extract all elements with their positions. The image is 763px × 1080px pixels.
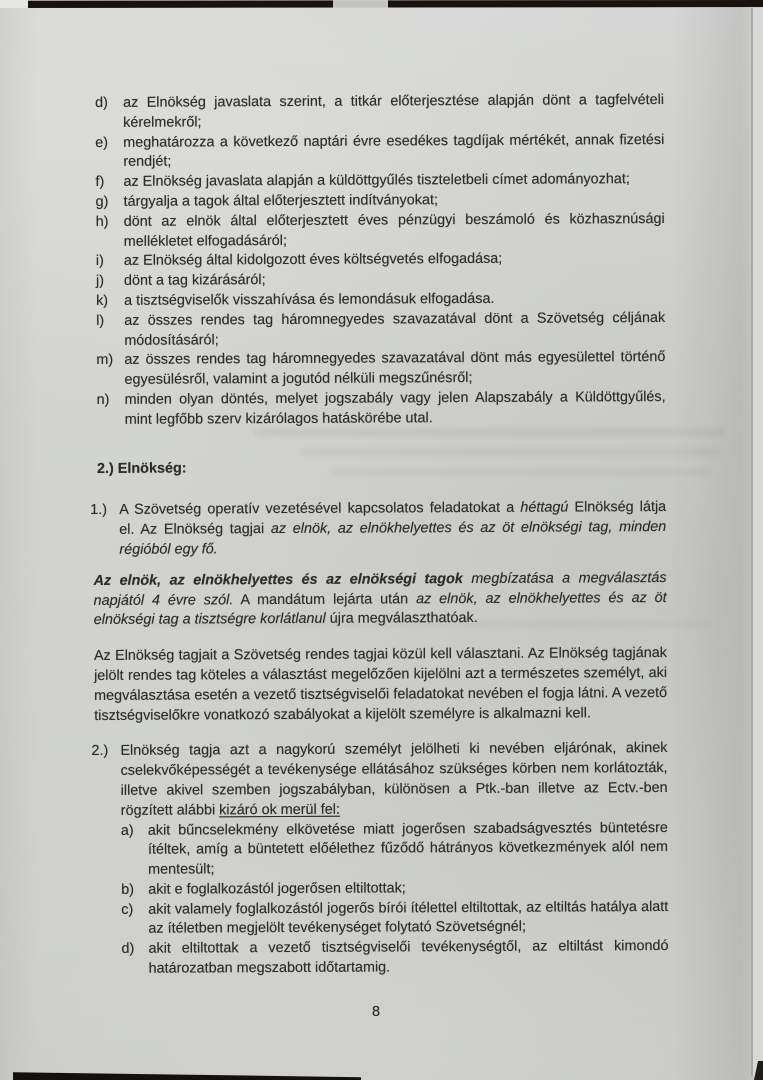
bylaws-duties-list <box>88 91 666 431</box>
item-1-text: A Szövetség operatív vezetésével kapcsolatos feladatokat a <box>119 500 521 519</box>
list-item-text: dönt az elnök által előterjesztett éves pénzügyi beszámoló és közhasznúsági mellékletet elfogadásáról; <box>123 210 665 250</box>
item-1-text: Elnökség látja el. Az Elnökség tagjai <box>119 499 667 538</box>
sub-list-item <box>121 818 668 880</box>
list-item-marker: f) <box>95 174 105 191</box>
list-item-marker: h) <box>95 213 109 230</box>
scanner-edge-top-corner <box>0 0 28 8</box>
sub-list-marker: a) <box>120 822 134 839</box>
list-item-marker: j) <box>95 273 105 290</box>
list-item <box>96 309 665 352</box>
list-item-marker: d) <box>95 94 108 111</box>
document-content <box>88 91 669 980</box>
sub-list-item <box>121 937 668 979</box>
list-item <box>97 388 666 431</box>
numbered-item-2 <box>91 739 668 980</box>
list-item-marker: k) <box>96 292 109 309</box>
mandate-italic: az elnök, az elnökhelyettes és az öt elnökségi tag a tisztségre korlátlanul <box>93 589 667 629</box>
mandate-text: A mandátum lejárta után <box>233 590 417 608</box>
sub-list-marker: d) <box>121 941 135 958</box>
underlined-clause: kizáró ok merül fel: <box>219 801 340 819</box>
numbered-item-marker: 2.) <box>91 743 109 760</box>
list-item-text: az Elnökség által kidolgozott éves költségvetés elfogadása; <box>123 251 503 270</box>
numbered-item-marker: 1.) <box>90 502 108 519</box>
list-item-text: dönt a tag kizárásáról; <box>123 272 266 289</box>
list-item-marker: e) <box>95 134 109 151</box>
scanner-edge-bottom-left <box>13 1070 361 1080</box>
list-item-text: az Elnökség javaslata szerint, a titkár előterjesztése alapján dönt a tagfelvételi kérelmekről; <box>123 91 665 131</box>
list-item-marker: m) <box>96 352 114 369</box>
list-item-marker: n) <box>96 391 110 408</box>
paragraph-election-rules: Az Elnökség tagjait a Szövetség rendes tagjai közül kell választani. Az Elnökség tagjának jelölt rendes tag köteles a választást megelőzően kijelölni azt a természetes személyt, aki megválasztása esetén a vezető tisztségviselői feladatokat nevében el fogja látni. A vezető tisztségviselőkre vonatkozó szabályokat a kijelölt személyre is alkalmazni kell. <box>93 645 668 724</box>
list-item-marker: l) <box>96 312 105 329</box>
mandate-bold-italic: Az elnök, az elnökhelyettes és az elnökségi tagok <box>93 570 463 589</box>
list-item <box>96 348 665 391</box>
sub-list-text: akit e foglalkozástól jogerősen eltiltottak; <box>148 880 406 898</box>
mandate-italic: megbízatása a megválasztás napjától 4 évre szól. <box>93 569 667 609</box>
exclusion-sublist <box>121 818 669 979</box>
list-item <box>95 91 664 134</box>
sub-list-marker: b) <box>121 881 135 898</box>
scanner-edge-top-notch <box>333 0 388 8</box>
page-number: 8 <box>371 1004 380 1020</box>
item-2-text: Elnökség tagja azt a nagykorú személyt jelölheti ki nevében eljárónak, akinek cselekvőképességét a tevékenysége ellátásához szükséges körben nem korlátozták, illetve akivel szemben jogszabályban, különösen a Ptk.-ban illetve az Ectv.-ben rögzített alábbi <box>120 740 668 819</box>
sub-list-item <box>121 898 668 940</box>
sub-list-text: akit eltiltottak a vezető tisztségviselői tevékenységtől, az eltiltást kimondó határozatban megszabott időtartamig. <box>148 938 669 977</box>
item-1-text-italic: az elnök, az elnökhelyettes és az öt elnökségi tag, minden régióból egy fő. <box>119 519 667 558</box>
list-item-text: az összes rendes tag háromnegyedes szavazatával dönt a Szövetség céljának módosításáról; <box>124 309 666 349</box>
paper-right-edge <box>751 8 763 1076</box>
list-item-text: minden olyan döntés, melyet jogszabály vagy jelen Alapszabály a Küldöttgyűlés, mint legfőbb szerv kizárólagos hatáskörébe utal. <box>124 388 666 428</box>
list-item-text: meghatározza a következő naptári évre esedékes tagdíjak mértékét, annak fizetési rendjét; <box>123 131 665 171</box>
sub-list-text: akit bűncselekmény elkövetése miatt jogerősen szabadságvesztés büntetésre ítéltek, amíg a büntetett előélethez fűződő hátrányos következmények alól nem mentesült; <box>147 819 668 878</box>
sub-list-text: akit valamely foglalkozástól jogerős bírói ítélettel eltiltottak, az eltiltás hatálya alatt az ítéletben megjelölt tevékenységet folytató Szövetségnél; <box>148 898 669 938</box>
paragraph-mandate <box>94 569 667 631</box>
section-heading-elnokseg: 2.) Elnökség: <box>96 460 187 477</box>
item-1-text-italic: héttagú <box>520 499 569 517</box>
list-item <box>96 210 665 253</box>
list-item-text: az összes rendes tag háromnegyedes szavazatával dönt más egyesülettel történő egyesülésről, valamint a jogutód nélküli megszűnésről; <box>124 349 666 388</box>
sub-list-marker: c) <box>121 901 134 918</box>
list-item-text: tárgyalja a tagok által előterjesztett indítványokat; <box>123 192 438 210</box>
list-item-text: a tisztségviselők visszahívása és lemondásuk elfogadása. <box>124 290 495 309</box>
mandate-text: újra megválaszthatóak. <box>325 610 478 628</box>
list-item <box>95 131 664 174</box>
list-item-marker: g) <box>95 193 109 210</box>
numbered-item-1 <box>90 498 666 560</box>
list-item-marker: i) <box>95 253 104 270</box>
list-item-text: az Elnökség javaslata alapján a küldöttgyűlés tiszteletbeli címet adományozhat; <box>123 171 630 191</box>
